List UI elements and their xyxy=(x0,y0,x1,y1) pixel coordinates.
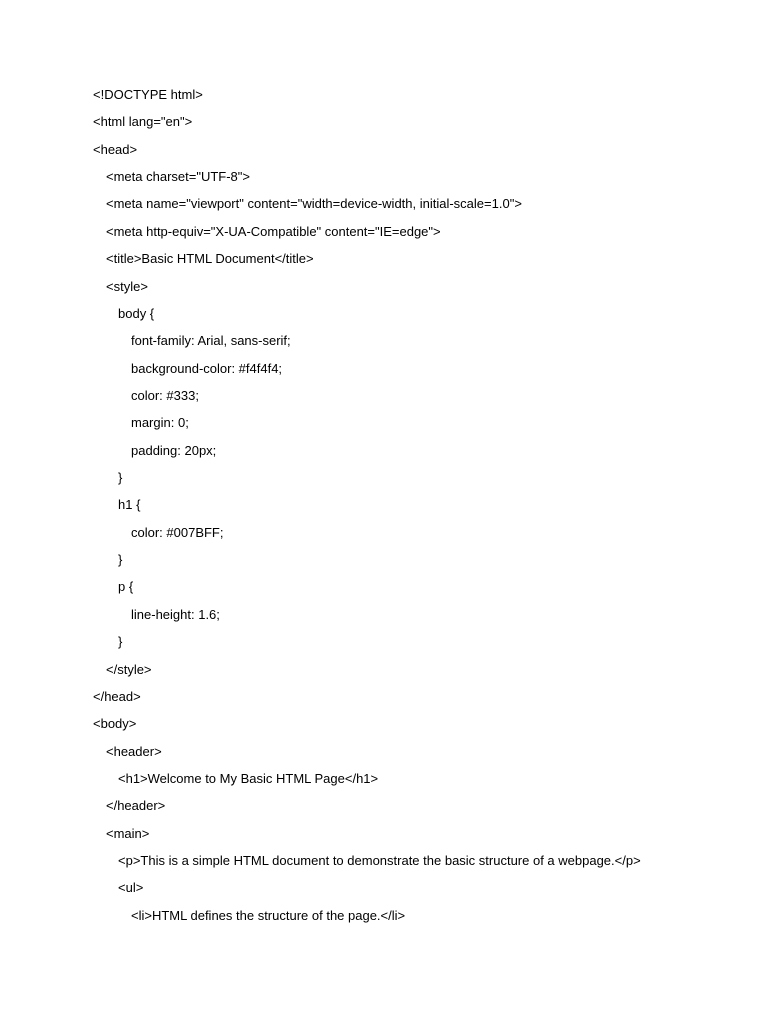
code-line: <head> xyxy=(93,141,138,157)
code-line: <ul> xyxy=(118,880,144,896)
code-line: color: #333; xyxy=(131,387,199,403)
code-line: <html lang="en"> xyxy=(93,114,193,130)
code-line: <meta http-equiv="X-UA-Compatible" content="IE=edge"> xyxy=(106,223,441,239)
code-line: <li>HTML defines the structure of the page.</li> xyxy=(131,907,406,923)
code-line: <main> xyxy=(106,825,150,841)
code-line: h1 { xyxy=(118,497,141,513)
code-line: </header> xyxy=(106,798,166,814)
code-line: } xyxy=(118,634,123,650)
code-line: <!DOCTYPE html> xyxy=(93,87,203,102)
code-line: line-height: 1.6; xyxy=(131,606,220,622)
code-line: color: #007BFF; xyxy=(131,524,224,540)
code-line: } xyxy=(118,552,123,568)
code-line: } xyxy=(118,470,123,486)
code-line: </style> xyxy=(106,661,152,677)
code-line: body { xyxy=(118,305,155,321)
code-line: <header> xyxy=(106,743,162,759)
code-line: p { xyxy=(118,579,134,595)
code-listing xyxy=(0,84,768,932)
code-line: <h1>Welcome to My Basic HTML Page</h1> xyxy=(118,770,379,786)
code-line: <meta name="viewport" content="width=device-width, initial-scale=1.0"> xyxy=(106,196,522,212)
code-line: background-color: #f4f4f4; xyxy=(131,360,283,376)
code-line: </head> xyxy=(93,688,141,704)
code-line: <body> xyxy=(93,716,137,732)
code-line: <style> xyxy=(106,278,148,294)
code-line: <meta charset="UTF-8"> xyxy=(106,169,250,185)
code-line: font-family: Arial, sans-serif; xyxy=(131,333,291,349)
code-line: <p>This is a simple HTML document to demonstrate the basic structure of a webpage.</p> xyxy=(118,853,641,869)
code-line: <title>Basic HTML Document</title> xyxy=(106,251,314,267)
code-line: padding: 20px; xyxy=(131,442,217,458)
code-line: margin: 0; xyxy=(131,415,189,431)
